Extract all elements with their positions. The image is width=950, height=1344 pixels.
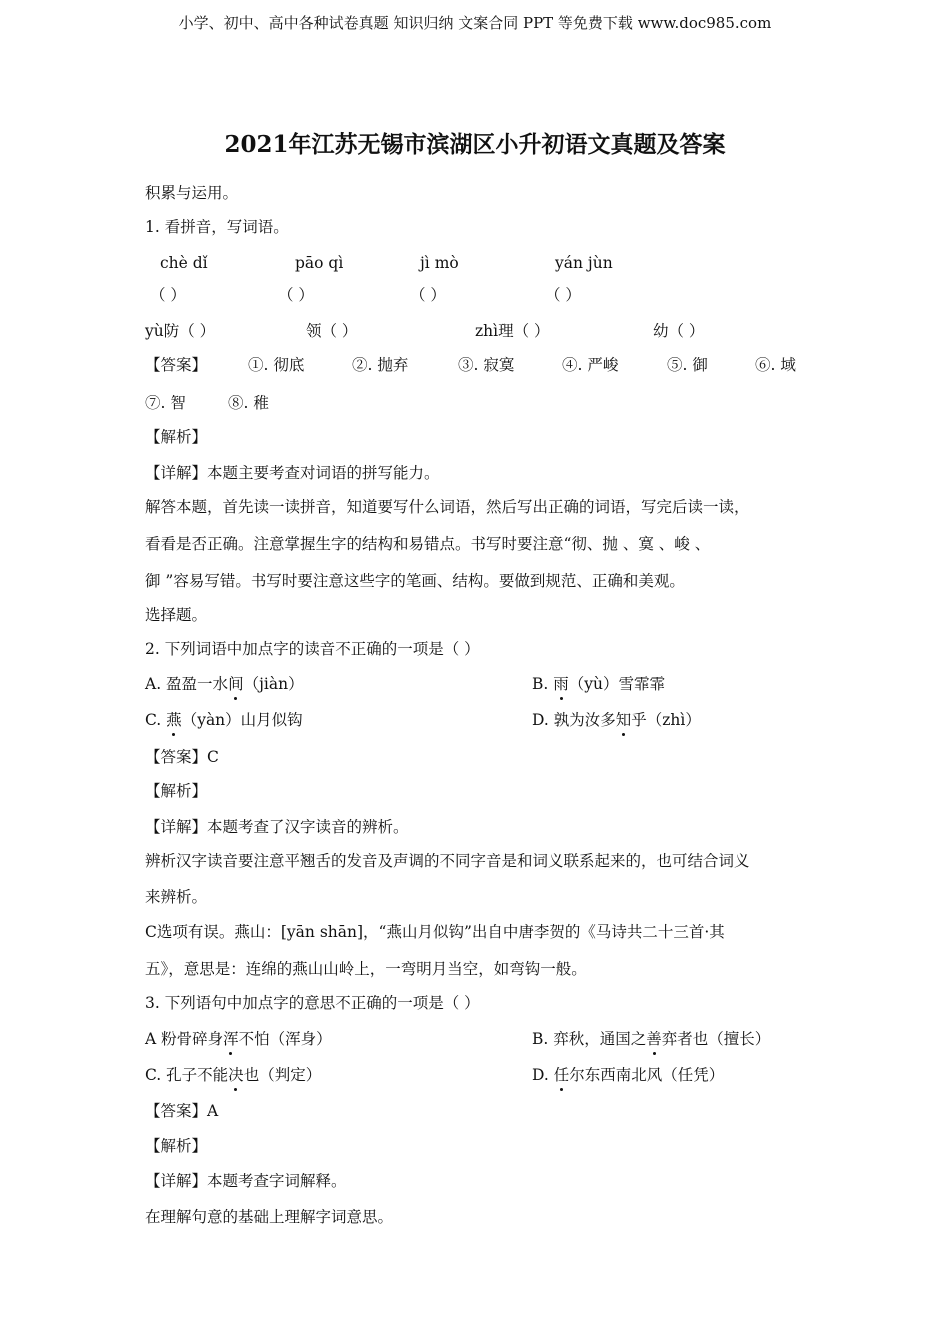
q2-a-pre: A. 盈盈一水 — [145, 675, 229, 693]
q2-option-c — [145, 709, 303, 731]
q3-option-b — [532, 1028, 770, 1050]
q2-analysis-label: 【解析】 — [145, 782, 208, 800]
fill-3-text: 理（ ） — [498, 322, 550, 340]
answer-1: ①. 彻底 — [248, 356, 305, 374]
fill-1-pinyin: yù — [145, 322, 164, 340]
q3-c-dotted-char: 决 — [228, 1066, 244, 1084]
q2-option-d — [532, 709, 701, 731]
choice-section-heading: 选择题。 — [145, 606, 208, 624]
q1-answer-label: 【答案】 — [145, 356, 208, 374]
answer-8: ⑧. 稚 — [228, 394, 269, 412]
q2-answer: 【答案】C — [145, 748, 219, 766]
pinyin-2: pāo qì — [295, 254, 344, 272]
q3-option-d — [532, 1064, 724, 1086]
q2-option-a — [145, 673, 304, 695]
q2-d-pre: D. 孰为汝多 — [532, 711, 616, 729]
page-header: 小学、初中、高中各种试卷真题 知识归纳 文案合同 PPT 等免费下载 www.doc985.com — [178, 14, 772, 32]
fill-3-pinyin: zhì — [475, 322, 499, 340]
q3-b-pre: B. 弈秋，通国之 — [532, 1030, 647, 1048]
q3-a-pre: A 粉骨碎身 — [145, 1030, 224, 1048]
answer-6: ⑥. 域 — [755, 356, 796, 374]
fill-2 — [306, 320, 357, 342]
q1-analysis-label: 【解析】 — [145, 428, 208, 446]
q2-explanation-4: 五》，意思是：连绵的燕山山岭上，一弯明月当空，如弯钩一般。 — [145, 960, 587, 978]
blank-3: （ ） — [410, 286, 446, 304]
page-title: 2021年江苏无锡市滨湖区小升初语文真题及答案 — [224, 131, 726, 158]
q3-option-c — [145, 1064, 321, 1086]
blank-4: （ ） — [545, 286, 581, 304]
q3-analysis-label: 【解析】 — [145, 1137, 208, 1155]
q2-c-post: （yàn）山月似钩 — [181, 711, 303, 729]
blank-2: （ ） — [278, 286, 314, 304]
q2-stem: 2. 下列词语中加点字的读音不正确的一项是（ ） — [145, 640, 480, 658]
q3-stem: 3. 下列语句中加点字的意思不正确的一项是（ ） — [145, 994, 480, 1012]
q3-detail: 【详解】本题考查字词解释。 — [145, 1172, 347, 1190]
q3-explanation-1: 在理解句意的基础上理解字词意思。 — [145, 1208, 394, 1226]
q3-c-post: 也（判定） — [243, 1066, 322, 1084]
fill-4-text: 幼（ ） — [653, 322, 705, 340]
fill-1-text: 防（ ） — [163, 322, 216, 340]
q2-explanation-3: C选项有误。燕山：[yān shān]，“燕山月似钩”出自中唐李贺的《马诗共二十三首·其 — [145, 923, 725, 941]
q3-c-pre: C. 孔子不能 — [145, 1066, 229, 1084]
q2-b-pre: B. — [532, 675, 554, 693]
q2-detail: 【详解】本题考查了汉字读音的辨析。 — [145, 818, 409, 836]
answer-4: ④. 严峻 — [562, 356, 619, 374]
q2-a-dotted-char: 间 — [228, 675, 244, 693]
fill-2-text: 领（ ） — [306, 322, 358, 340]
q2-a-post: （jiàn） — [243, 675, 304, 693]
q2-explanation-1: 辨析汉字读音要注意平翘舌的发音及声调的不同字音是和词义联系起来的，也可结合词义 — [145, 852, 750, 870]
section-heading: 积累与运用。 — [145, 184, 239, 202]
q1-stem: 1. 看拼音，写词语。 — [145, 218, 289, 236]
q1-explanation-3: 御 ”容易写错。书写时要注意这些字的笔画、结构。要做到规范、正确和美观。 — [145, 572, 685, 590]
q3-answer: 【答案】A — [145, 1102, 219, 1120]
q3-a-dotted-char: 浑 — [223, 1030, 239, 1048]
q2-b-dotted-char: 雨 — [553, 675, 569, 693]
q2-d-post: 乎（zhì） — [631, 711, 701, 729]
q2-option-b — [532, 673, 665, 695]
answer-3: ③. 寂寞 — [458, 356, 515, 374]
q3-d-dotted-char: 任 — [553, 1066, 570, 1084]
answer-2: ②. 抛弃 — [352, 356, 409, 374]
q3-option-a — [145, 1028, 332, 1050]
q2-explanation-2: 来辨析。 — [145, 888, 208, 906]
answer-5: ⑤. 御 — [667, 356, 708, 374]
q2-c-dotted-char: 燕 — [166, 711, 182, 729]
q1-explanation-2: 看看是否正确。注意掌握生字的结构和易错点。书写时要注意“彻、抛 、寞 、峻 、 — [145, 535, 711, 553]
q3-d-pre: D. — [532, 1066, 554, 1084]
pinyin-4: yán jùn — [555, 254, 613, 272]
fill-1 — [145, 320, 215, 342]
q1-explanation-1: 解答本题，首先读一读拼音，知道要写什么词语，然后写出正确的词语，写完后读一读， — [145, 498, 750, 516]
pinyin-1: chè dǐ — [160, 254, 208, 272]
q3-b-post: 弈者也（擅长） — [661, 1030, 771, 1048]
q3-d-post: 尔东西南北风（任凭） — [569, 1066, 725, 1084]
q2-d-dotted-char: 知 — [615, 711, 632, 729]
blank-1: （ ） — [150, 286, 186, 304]
pinyin-3: jì mò — [420, 254, 459, 272]
q3-b-dotted-char: 善 — [646, 1030, 662, 1048]
fill-4 — [653, 320, 704, 342]
q1-detail: 【详解】本题主要考查对词语的拼写能力。 — [145, 464, 440, 482]
q2-c-pre: C. — [145, 711, 167, 729]
answer-7: ⑦. 智 — [145, 394, 186, 412]
fill-3 — [475, 320, 550, 342]
q3-a-post: 不怕（浑身） — [238, 1030, 332, 1048]
q2-b-post: （yù）雪霏霏 — [568, 675, 666, 693]
